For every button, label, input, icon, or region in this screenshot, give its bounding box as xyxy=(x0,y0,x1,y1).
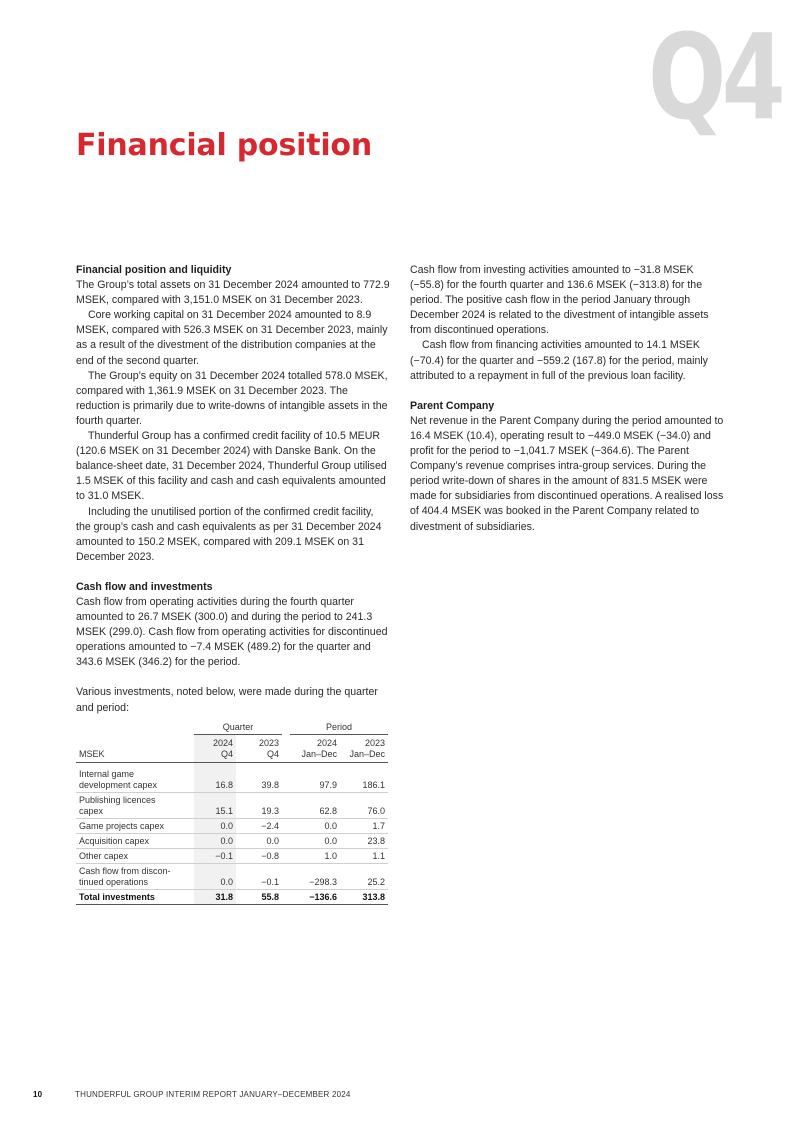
table-row xyxy=(76,863,388,889)
page-footer xyxy=(33,1090,351,1099)
cell: 15.1 xyxy=(194,792,236,818)
cell: 62.8 xyxy=(290,792,340,818)
paragraph: The Group’s equity on 31 December 2024 totalled 578.0 MSEK, compared with 1,361.9 MSEK on 31 December 2023. The reduction is primarily due to write-downs of intangible assets in the fourth quarter. xyxy=(76,369,388,427)
cell: 0.0 xyxy=(194,818,236,833)
column-header: 2024 Jan–Dec xyxy=(290,734,340,762)
table-row xyxy=(76,833,388,848)
table-total-row xyxy=(76,889,388,904)
cell: −136.6 xyxy=(290,889,340,904)
paragraph: Cash flow from investing activities amounted to −31.8 MSEK (−55.8) for the fourth quarter and 136.6 MSEK (−313.8) for the period. The positive cash flow in the period January through December 2024 is related to the divestment of intangible assets from discontinued operations. xyxy=(410,264,709,337)
cell: −298.3 xyxy=(290,863,340,889)
cell: 0.0 xyxy=(290,833,340,848)
cell: 1.0 xyxy=(290,848,340,863)
paragraph: Core working capital on 31 December 2024 amounted to 8.9 MSEK, compared with 526.3 MSEK on 31 December 2023, mainly as a result of the divestment of the distribution companies at the end of the second quarter. xyxy=(76,309,388,367)
paragraph: Cash flow from financing activities amounted to 14.1 MSEK (−70.4) for the quarter and −559.2 (167.8) for the period, mainly attributed to a repayment in full of the previous loan facility. xyxy=(410,339,708,382)
cell: −0.1 xyxy=(236,863,282,889)
paragraph: Various investments, noted below, were made during the quarter and period: xyxy=(76,686,378,714)
cell: −0.1 xyxy=(194,848,236,863)
group-header-period: Period xyxy=(290,722,388,735)
row-label: Internal game development capex xyxy=(76,762,194,792)
row-label: Total investments xyxy=(76,889,194,904)
cell: −0.8 xyxy=(236,848,282,863)
table-row xyxy=(76,848,388,863)
cell: −2.4 xyxy=(236,818,282,833)
cell: 16.8 xyxy=(194,762,236,792)
cell: 76.0 xyxy=(340,792,388,818)
row-label: Game projects capex xyxy=(76,818,194,833)
cell: 31.8 xyxy=(194,889,236,904)
column-header: 2023 Jan–Dec xyxy=(340,734,388,762)
right-column xyxy=(410,263,725,535)
paragraph: The Group’s total assets on 31 December 2024 amounted to 772.9 MSEK, compared with 3,151.0 MSEK on 31 December 2023. xyxy=(76,279,390,307)
column-header-msek: MSEK xyxy=(76,734,194,762)
investments-table xyxy=(76,722,388,905)
footer-text: THUNDERFUL GROUP INTERIM REPORT JANUARY–DECEMBER 2024 xyxy=(75,1090,351,1099)
table-row xyxy=(76,818,388,833)
cell: 39.8 xyxy=(236,762,282,792)
paragraph: Thunderful Group has a confirmed credit facility of 10.5 MEUR (120.6 MSEK on 31 December 2024) with Danske Bank. On the balance-sheet date, 31 December 2024, Thunderful Group utilised 1.5 MSEK of this facility and cash and cash equivalents amounted to 31.0 MSEK. xyxy=(76,430,387,503)
cell: 313.8 xyxy=(340,889,388,904)
page-title: Financial position xyxy=(76,128,372,163)
cell: 0.0 xyxy=(236,833,282,848)
cell: 19.3 xyxy=(236,792,282,818)
cell: 0.0 xyxy=(194,833,236,848)
row-label: Publishing licences capex xyxy=(76,792,194,818)
cell: 1.7 xyxy=(340,818,388,833)
section-heading-parent-company: Parent Company xyxy=(410,399,495,412)
page-number: 10 xyxy=(33,1090,43,1099)
left-column xyxy=(76,263,391,905)
cell: 0.0 xyxy=(194,863,236,889)
group-header-quarter: Quarter xyxy=(194,722,282,735)
row-label: Cash flow from discon- tinued operations xyxy=(76,863,194,889)
cell: 0.0 xyxy=(290,818,340,833)
cell: 1.1 xyxy=(340,848,388,863)
section-heading-cash-flow: Cash flow and investments xyxy=(76,580,213,593)
paragraph: Cash flow from operating activities during the fourth quarter amounted to 26.7 MSEK (300.0) and during the period to 241.3 MSEK (299.0). Cash flow from operating activities for discontinued operations amounted to −7.4 MSEK (489.2) for the quarter and 343.6 MSEK (346.2) for the period. xyxy=(76,595,388,669)
cell: 25.2 xyxy=(340,863,388,889)
cell: 97.9 xyxy=(290,762,340,792)
paragraph: Including the unutilised portion of the confirmed credit facility, the group’s cash and cash equivalents as per 31 December 2024 amounted to 150.2 MSEK, compared with 209.1 MSEK on 31 December 2023. xyxy=(76,505,382,563)
row-label: Acquisition capex xyxy=(76,833,194,848)
cell: 55.8 xyxy=(236,889,282,904)
column-header: 2024 Q4 xyxy=(194,734,236,762)
paragraph: Net revenue in the Parent Company during the period amounted to 16.4 MSEK (10.4), operating result to −449.0 MSEK (−34.0) and profit for the period to −1,041.7 MSEK (−364.6). The Parent Company’s revenue comprises intra-group services. During the period write-down of shares in the amount of 831.5 MSEK were made for subsidiaries from discontinued operations. A realised loss of 404.4 MSEK was booked in the Parent Company related to divestment of subsidiaries. xyxy=(410,414,724,533)
row-label: Other capex xyxy=(76,848,194,863)
cell: 186.1 xyxy=(340,762,388,792)
section-heading-liquidity: Financial position and liquidity xyxy=(76,264,232,276)
column-header: 2023 Q4 xyxy=(236,734,282,762)
cell: 23.8 xyxy=(340,833,388,848)
table-row xyxy=(76,792,388,818)
quarter-badge: Q4 xyxy=(648,8,781,146)
table-row xyxy=(76,762,388,792)
